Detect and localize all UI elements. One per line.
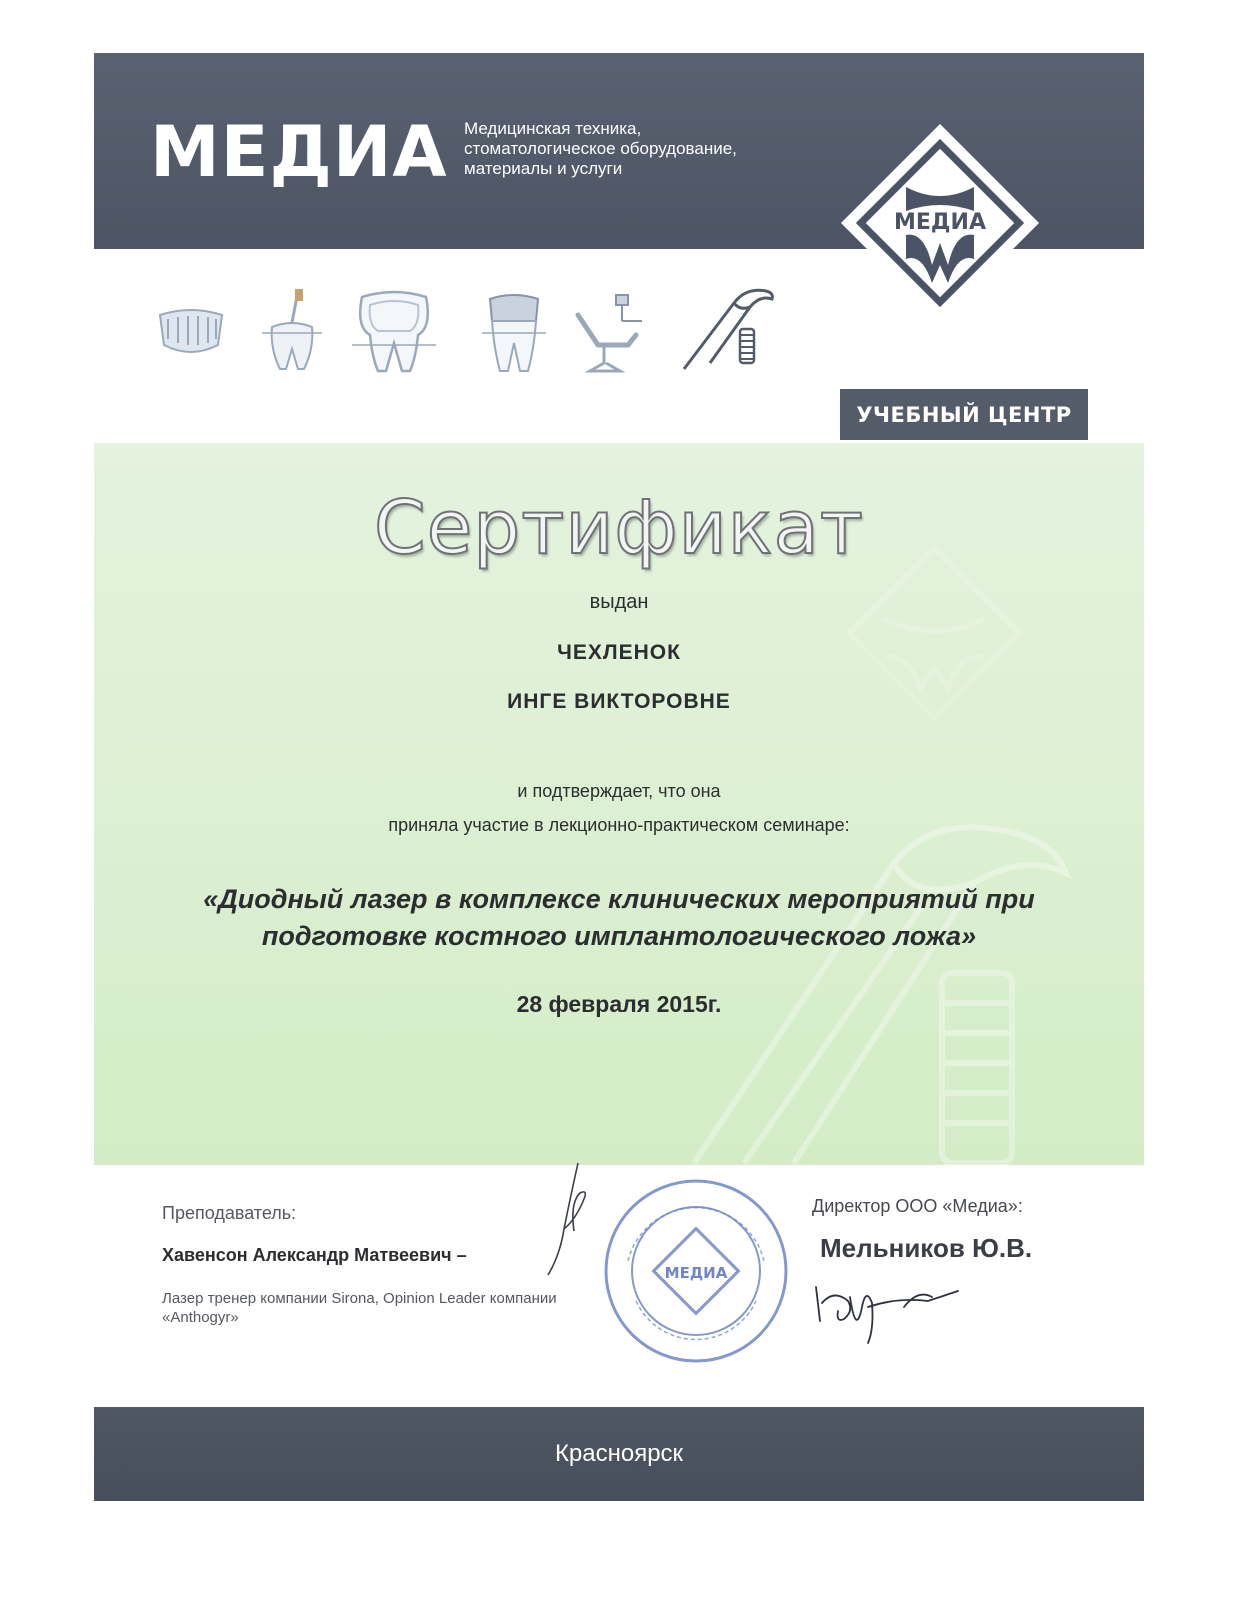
training-center-badge: УЧЕБНЫЙ ЦЕНТР <box>840 389 1088 440</box>
teacher-signature <box>540 1159 600 1279</box>
director-signature <box>808 1267 998 1347</box>
footer-city: Красноярск <box>554 1440 684 1467</box>
certificate-body <box>94 443 1144 1165</box>
company-stamp <box>596 1171 796 1371</box>
dental-chair-icon <box>570 291 652 375</box>
confirmation-line-2: приняла участие в лекционно-практическом семинаре: <box>388 815 850 835</box>
tagline-line-2: стоматологическое оборудование, <box>464 139 737 158</box>
certificate-title: Сертификат <box>374 485 864 571</box>
seminar-topic-line-1: «Диодный лазер в комплексе клинических мероприятий при <box>203 884 1035 914</box>
dental-crown-icon <box>482 293 546 373</box>
footer-band <box>94 1407 1144 1501</box>
brand-wordmark: МЕДИА <box>150 111 448 193</box>
stamp-center-text: МЕДИА <box>664 1264 728 1282</box>
issued-label: выдан <box>589 591 649 613</box>
tooth-icon <box>352 287 436 373</box>
teacher-label: Преподаватель: <box>162 1203 297 1223</box>
director-name: Мельников Ю.В. <box>820 1233 1033 1263</box>
denture-icon <box>154 305 228 363</box>
tagline-line-3: материалы и услуги <box>464 159 623 178</box>
recipient-surname: ЧЕХЛЕНОК <box>557 641 681 664</box>
forceps-implant-icon <box>680 285 780 375</box>
certificate-sheet <box>94 53 1144 1600</box>
teacher-name: Хавенсон Александр Матвеевич – <box>162 1245 467 1265</box>
media-diamond-logo <box>832 115 1048 331</box>
tagline-line-1: Медицинская техника, <box>464 119 642 138</box>
recipient-given-names: ИНГЕ ВИКТОРОВНЕ <box>507 690 731 713</box>
seminar-topic-line-2: подготовке костного имплантологического ложа» <box>261 921 977 951</box>
endodontic-file-icon <box>262 289 322 373</box>
director-label: Директор ООО «Медиа»: <box>812 1196 1023 1216</box>
company-tagline <box>464 119 804 179</box>
logo-text: МЕДИА <box>894 210 986 235</box>
confirmation-line-1: и подтверждает, что она <box>517 781 721 801</box>
seminar-date: 28 февраля 2015г. <box>516 991 722 1017</box>
teacher-description: Лазер тренер компании Sirona, Opinion Leader компании «Anthogyr» <box>162 1290 557 1326</box>
